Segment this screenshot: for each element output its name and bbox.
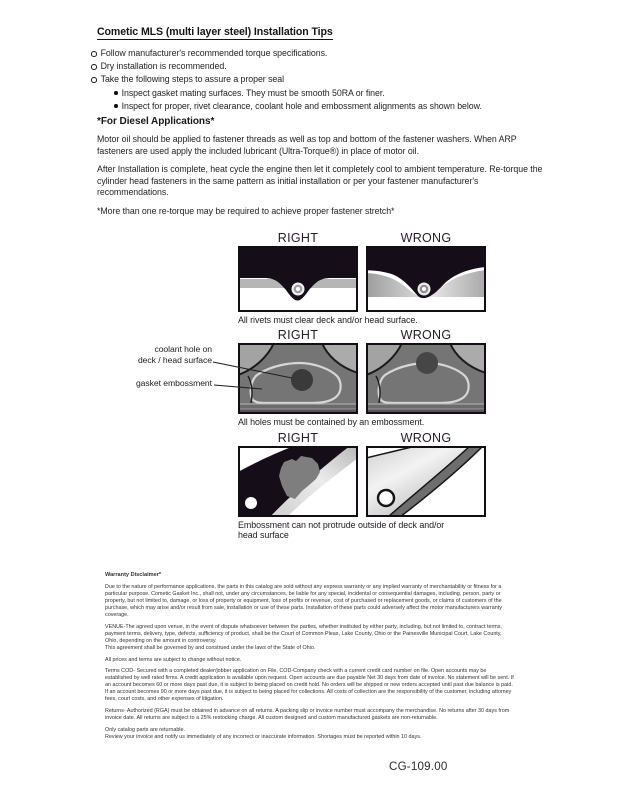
warranty-disclaimer-section (105, 572, 514, 741)
figure-caption: All holes must be contained by an embossment. (238, 417, 425, 427)
diesel-applications-section (97, 116, 544, 225)
disclaimer-paragraph: Terms COD- Secured with a completed dealer/jobber application on File, COD-Company check with a current credit card number on file. Open accounts may be established by well rated firms. A credit application is available upon request. Open accounts are due payable Net 30 days from date of invoice. No statement will be sent. If an account becomes 60 or more days past due, it is subject to being placed on credit hold. No orders will be shipped or new orders accepted until past due balance is paid. If an account becomes 90 or more days past due, it is subject to being placed for collections. All costs of collection are the responsibility of the customer, including attorney fees, court costs, and other expenses of litigation. (105, 668, 514, 703)
embossment-protrusion-wrong-diagram (366, 446, 486, 517)
callout-pointer-lines (212, 356, 298, 392)
gasket-embossment-callout-label (90, 378, 212, 389)
tip-text: Follow manufacturer's recommended torque specifications. (100, 48, 328, 58)
circle-bullet-icon (91, 77, 97, 83)
callout-text: coolant hole on (154, 344, 212, 354)
disclaimer-paragraph: All prices and terms are subject to change without notice. (105, 656, 242, 663)
tips-list (90, 47, 558, 113)
disclaimer-paragraph: Returns- Authorized (RGA) must be obtained in advance on all returns. A packing slip or invoice number must accompany the merchandise. No returns after 30 days from invoice date. All returns are subject to a 25% restocking charge. All custom designed and custom manufactured gaskets are non-returnable. (105, 708, 510, 722)
disclaimer-paragraph: This agreement shall be governed by and construed under the laws of the State of Ohio. (105, 644, 316, 651)
page-title: Cometic MLS (multi layer steel) Installation Tips (97, 26, 333, 38)
disclaimer-paragraph: Only catalog parts are returnable. (105, 727, 186, 734)
figure-embossment-protrusion (238, 431, 486, 541)
circle-bullet-icon (91, 51, 97, 57)
tip-text: Dry installation is recommended. (100, 61, 227, 72)
list-item (90, 47, 558, 60)
right-label: RIGHT (277, 328, 319, 342)
figure-rivet-clearance (238, 231, 486, 325)
list-item (90, 73, 558, 86)
diesel-paragraph: After Installation is complete, heat cycle the engine then let it completely cool to ambient temperature. Re-torque the cylinder head fasteners in the same pattern as initial installation or per your fastener manufacturer's recommendations. (97, 164, 543, 197)
disclaimer-paragraph: VENUE-The agreed upon venue, in the event of dispute whatsoever between the parties, whether instituted by either party, including, but not limited to, contract terms, payment terms, delivery, type, defects, sufficiency of product, shall be the Court of Common Pleas, Lake County, Ohio or the Painesville Municipal Court, Lake County, Ohio, depending on the amount in controversy. (105, 623, 502, 644)
disclaimer-paragraph: Review your invoice and notify us immediately of any incorrect or inaccurate information. Shortages must be reported within 10 days. (105, 734, 422, 741)
disclaimer-paragraph: Due to the nature of performance applications, the parts in this catalog are sold without any express warranty or any implied warranty of merchantability or fitness for a particular purpose. Cometic Gasket Inc., shall not, under any circumstances, be liable for any special, incidental or consequential damages, including, person, party or property, but not limited to, damage, or loss of property or equipment, loss of profits or revenue, cost of purchased or replacement goods, or claims of customers of the purchase, which may arise and/or result from sale, installation or use of these parts. Installation of these parts could adversely affect the motor manufacturers warranty coverage. (105, 583, 502, 618)
wrong-label: WRONG (400, 328, 452, 342)
circle-bullet-icon (91, 64, 97, 70)
dot-bullet-icon (114, 91, 118, 95)
figure-labels (238, 328, 486, 342)
diesel-paragraph: *More than one re-torque may be required to achieve proper fastener stretch* (97, 205, 395, 216)
tip-text: Inspect gasket mating surfaces. They must be smooth 50RA or finer. (121, 87, 385, 98)
figure-labels (238, 231, 486, 245)
wrong-label: WRONG (400, 231, 452, 245)
installation-tips-section (90, 22, 558, 113)
tip-text: Inspect for proper, rivet clearance, coolant hole and embossment alignments as shown below. (121, 100, 482, 111)
diesel-paragraph: Motor oil should be applied to fastener threads as well as top and bottom of the fastener washers. When ARP fasteners are used apply the included lubricant (Ultra-Torque®) in place of motor oil. (97, 134, 517, 156)
diesel-heading: *For Diesel Applications* (97, 116, 215, 127)
figure-labels (238, 431, 486, 445)
dot-bullet-icon (114, 104, 118, 108)
embossment-protrusion-right-diagram (238, 446, 358, 517)
warranty-disclaimer-heading: Warranty Disclaimer* (105, 572, 162, 578)
callout-text: deck / head surface (137, 354, 212, 365)
callout-text: gasket embossment (135, 378, 212, 388)
coolant-hole-callout-label (90, 344, 212, 365)
wrong-label: WRONG (400, 431, 452, 445)
tip-text: Take the following steps to assure a proper seal (100, 74, 285, 85)
figure-caption: All rivets must clear deck and/or head surface. (238, 315, 418, 325)
right-label: RIGHT (277, 231, 319, 245)
rivet-clearance-right-diagram (238, 246, 358, 312)
right-label: RIGHT (277, 431, 319, 445)
figure-caption: Embossment can not protrude outside of deck and/or head surface (238, 520, 445, 541)
hole-embossment-wrong-diagram (366, 343, 486, 414)
rivet-clearance-wrong-diagram (366, 246, 486, 312)
list-item (90, 60, 558, 73)
list-item (90, 87, 558, 100)
page-code: CG-109.00 (389, 760, 448, 773)
list-item (90, 100, 558, 113)
